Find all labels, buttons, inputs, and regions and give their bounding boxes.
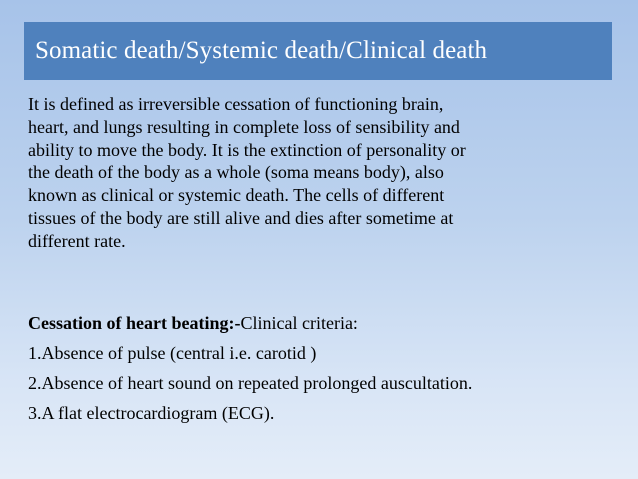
- definition-paragraph: [28, 93, 612, 253]
- paragraph-line: different rate.: [28, 230, 126, 251]
- paragraph-line: heart, and lungs resulting in complete loss of sensibility and: [28, 116, 460, 137]
- clinical-criteria-list: [28, 311, 612, 431]
- criteria-heading-rest: Clinical criteria:: [240, 313, 358, 333]
- criteria-heading-bold: Cessation of heart beating:-: [28, 313, 241, 333]
- paragraph-text: [28, 93, 612, 253]
- paragraph-line: It is defined as irreversible cessation of functioning brain,: [28, 94, 444, 114]
- title-bar: [24, 22, 612, 80]
- paragraph-line: known as clinical or systemic death. The cells of different: [28, 185, 445, 206]
- criteria-item: 3.A flat electrocardiogram (ECG).: [28, 403, 275, 423]
- slide-title: Somatic death/Systemic death/Clinical death: [35, 37, 488, 64]
- criteria-item: 1.Absence of pulse (central i.e. carotid ): [28, 343, 317, 363]
- paragraph-line: tissues of the body are still alive and dies after sometime at: [28, 207, 454, 228]
- criteria-item: 2.Absence of heart sound on repeated prolonged auscultation.: [28, 373, 473, 393]
- criteria-heading: [28, 311, 612, 341]
- paragraph-line: the death of the body as a whole (soma means body), also: [28, 162, 444, 183]
- paragraph-line: ability to move the body. It is the extinction of personality or: [28, 139, 466, 160]
